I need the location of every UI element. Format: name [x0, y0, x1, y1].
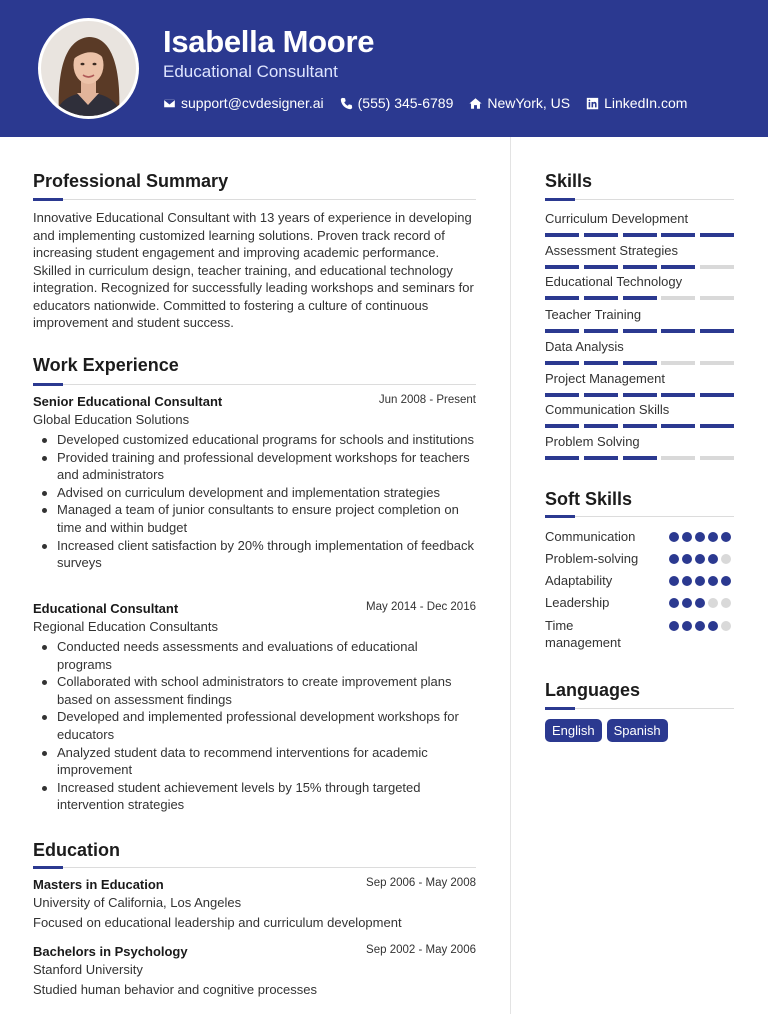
- skill-label: Project Management: [545, 371, 665, 386]
- school-name: Stanford University: [33, 962, 143, 977]
- languages-rule-accent: [545, 707, 575, 710]
- rating-dot: [721, 576, 731, 586]
- skill-level-segment: [623, 265, 657, 269]
- education-dates: Sep 2006 - May 2008: [366, 877, 476, 889]
- rating-dot: [708, 621, 718, 631]
- soft-skill-rating: [669, 576, 734, 586]
- skill-level-bar: [545, 265, 734, 269]
- skill-item: [545, 434, 734, 460]
- skill-level-segment: [661, 424, 695, 428]
- skills-rule-accent: [545, 198, 575, 201]
- rating-dot: [682, 598, 692, 608]
- phone-icon: [340, 97, 353, 110]
- rating-dot: [695, 532, 705, 542]
- education-description: Focused on educational leadership and curriculum development: [33, 915, 402, 930]
- job-entry-1: [33, 394, 476, 572]
- portrait-image: [41, 21, 136, 116]
- skill-level-bar: [545, 456, 734, 460]
- skills-heading: Skills: [545, 171, 593, 191]
- skill-label: Teacher Training: [545, 307, 642, 322]
- experience-heading: Work Experience: [33, 355, 179, 375]
- skill-level-segment: [584, 456, 618, 460]
- profile-photo: [38, 18, 139, 119]
- skill-level-segment: [545, 296, 579, 300]
- skill-level-segment: [623, 296, 657, 300]
- rating-dot: [695, 598, 705, 608]
- job-bullet: Increased client satisfaction by 20% through implementation of feedback surveys: [57, 537, 476, 572]
- skill-level-segment: [700, 456, 734, 460]
- job-bullets: [33, 431, 476, 572]
- degree-title: Bachelors in Psychology: [33, 944, 188, 959]
- skill-level-segment: [545, 393, 579, 397]
- skill-level-segment: [661, 456, 695, 460]
- summary-text: Innovative Educational Consultant with 13 years of experience in developing and implementing customized learning solutions. Proven track record of increasing student engagement and improving academic performance. Skilled in curriculum design, teacher training, and educational technology integration. Recognized for successfully leading workshops and seminars for educators nationwide. Committed to fostering a culture of continuous improvement and student success.: [33, 210, 474, 330]
- skill-level-bar: [545, 361, 734, 365]
- skill-level-segment: [584, 361, 618, 365]
- job-bullet: Developed and implemented professional development workshops for educators: [57, 708, 476, 743]
- rating-dot: [708, 598, 718, 608]
- skill-level-segment: [661, 233, 695, 237]
- skill-level-segment: [623, 361, 657, 365]
- contact-phone-text: (555) 345-6789: [357, 95, 454, 111]
- skill-level-segment: [661, 265, 695, 269]
- languages-heading: Languages: [545, 680, 641, 700]
- contact-linkedin[interactable]: [586, 95, 687, 111]
- skill-level-bar: [545, 329, 734, 333]
- education-dates: Sep 2002 - May 2006: [366, 944, 476, 956]
- skill-level-segment: [623, 456, 657, 460]
- job-bullet: Analyzed student data to recommend interventions for academic improvement: [57, 744, 476, 779]
- education-rule: [33, 867, 476, 868]
- skill-label: Assessment Strategies: [545, 243, 678, 258]
- skill-item: [545, 307, 734, 333]
- soft-skill-label: Problem-solving: [545, 551, 639, 566]
- skill-level-segment: [623, 233, 657, 237]
- job-organization: Regional Education Consultants: [33, 619, 219, 634]
- candidate-title: Educational Consultant: [163, 62, 338, 81]
- skill-label: Communication Skills: [545, 402, 670, 417]
- job-entry-2: [33, 601, 476, 814]
- rating-dot: [669, 621, 679, 631]
- skill-level-segment: [545, 424, 579, 428]
- rating-dot: [669, 576, 679, 586]
- job-bullet: Collaborated with school administrators to create improvement plans based on assessment findings: [57, 673, 476, 708]
- soft-skill-label: Leadership: [545, 595, 610, 610]
- rating-dot: [682, 576, 692, 586]
- skill-level-segment: [623, 393, 657, 397]
- skill-level-segment: [584, 265, 618, 269]
- summary-heading: Professional Summary: [33, 171, 229, 191]
- skill-level-segment: [661, 393, 695, 397]
- job-bullet: Advised on curriculum development and implementation strategies: [57, 484, 476, 502]
- skill-item: [545, 211, 734, 237]
- experience-rule-accent: [33, 383, 63, 386]
- education-heading: Education: [33, 840, 121, 860]
- resume-header: [0, 0, 768, 137]
- skill-item: [545, 402, 734, 428]
- skill-level-segment: [700, 233, 734, 237]
- skill-level-segment: [661, 296, 695, 300]
- skill-label: Data Analysis: [545, 339, 624, 354]
- degree-title: Masters in Education: [33, 877, 164, 892]
- skill-level-segment: [545, 265, 579, 269]
- rating-dot: [669, 598, 679, 608]
- skill-label: Educational Technology: [545, 274, 683, 289]
- skill-item: [545, 243, 734, 269]
- skill-item: [545, 274, 734, 300]
- contact-email[interactable]: [163, 95, 324, 111]
- education-description: Studied human behavior and cognitive processes: [33, 982, 318, 997]
- skill-level-segment: [700, 393, 734, 397]
- skill-level-segment: [700, 424, 734, 428]
- skill-level-segment: [584, 233, 618, 237]
- skill-level-segment: [545, 329, 579, 333]
- rating-dot: [695, 554, 705, 564]
- candidate-name: Isabella Moore: [163, 24, 375, 59]
- skill-level-segment: [700, 265, 734, 269]
- skill-level-segment: [545, 361, 579, 365]
- job-bullet: Increased student achievement levels by 15% through targeted intervention strategies: [57, 779, 476, 814]
- rating-dot: [682, 532, 692, 542]
- skill-level-bar: [545, 393, 734, 397]
- skill-level-segment: [545, 456, 579, 460]
- home-icon: [469, 97, 482, 110]
- skill-label: Curriculum Development: [545, 211, 689, 226]
- skill-level-segment: [584, 424, 618, 428]
- skill-level-segment: [623, 329, 657, 333]
- rating-dot: [721, 621, 731, 631]
- rating-dot: [669, 554, 679, 564]
- rating-dot: [708, 576, 718, 586]
- education-rule-accent: [33, 866, 63, 869]
- job-bullet: Managed a team of junior consultants to ensure project completion on time and within budget: [57, 501, 476, 536]
- job-bullet: Conducted needs assessments and evaluations of educational programs: [57, 638, 476, 673]
- rating-dot: [721, 598, 731, 608]
- job-bullet: Developed customized educational programs for schools and institutions: [57, 431, 476, 449]
- skill-level-segment: [584, 296, 618, 300]
- rating-dot: [669, 532, 679, 542]
- job-header: [33, 601, 476, 619]
- experience-rule: [33, 384, 476, 385]
- skill-level-bar: [545, 296, 734, 300]
- education-header: [33, 944, 476, 962]
- contact-phone[interactable]: [340, 95, 454, 111]
- soft-skill-label: Time management: [545, 618, 621, 650]
- job-bullets: [33, 638, 476, 814]
- skill-level-segment: [700, 296, 734, 300]
- skill-level-segment: [700, 329, 734, 333]
- rating-dot: [695, 576, 705, 586]
- summary-rule-accent: [33, 198, 63, 201]
- rating-dot: [682, 554, 692, 564]
- skill-level-bar: [545, 233, 734, 237]
- contact-location[interactable]: [469, 95, 570, 111]
- soft-skill-rating: [669, 598, 734, 608]
- education-entry-1: [33, 877, 476, 930]
- rating-dot: [695, 621, 705, 631]
- column-divider: [510, 137, 511, 1014]
- language-tag-english: English: [545, 719, 602, 742]
- skill-level-bar: [545, 424, 734, 428]
- job-title: Senior Educational Consultant: [33, 394, 223, 409]
- language-tags: [545, 719, 673, 742]
- soft-skills-rule: [545, 516, 734, 517]
- job-header: [33, 394, 476, 412]
- education-header: [33, 877, 476, 895]
- skill-level-segment: [584, 329, 618, 333]
- rating-dot: [721, 532, 731, 542]
- languages-rule: [545, 708, 734, 709]
- linkedin-icon: [586, 97, 599, 110]
- rating-dot: [682, 621, 692, 631]
- soft-skill-rating: [669, 621, 734, 631]
- education-entry-2: [33, 944, 476, 997]
- skills-rule: [545, 199, 734, 200]
- rating-dot: [708, 532, 718, 542]
- skill-label: Problem Solving: [545, 434, 640, 449]
- skill-level-segment: [545, 233, 579, 237]
- skill-level-segment: [584, 393, 618, 397]
- job-dates: Jun 2008 - Present: [378, 394, 476, 406]
- soft-skills-rule-accent: [545, 515, 575, 518]
- summary-rule: [33, 199, 476, 200]
- language-tag-spanish: Spanish: [607, 719, 668, 742]
- soft-skills-heading: Soft Skills: [545, 489, 633, 509]
- skill-level-segment: [661, 361, 695, 365]
- skill-level-segment: [661, 329, 695, 333]
- envelope-icon: [163, 97, 176, 110]
- skill-level-segment: [623, 424, 657, 428]
- rating-dot: [708, 554, 718, 564]
- contact-location-text: NewYork, US: [487, 95, 571, 111]
- soft-skill-label: Communication: [545, 529, 636, 544]
- rating-dot: [721, 554, 731, 564]
- soft-skill-label: Adaptability: [545, 573, 613, 588]
- job-dates: May 2014 - Dec 2016: [366, 601, 476, 613]
- contact-email-text: support@cvdesigner.ai: [181, 95, 324, 111]
- job-bullet: Provided training and professional development workshops for teachers and administrators: [57, 449, 476, 484]
- contact-bar: [163, 94, 703, 112]
- skill-level-segment: [700, 361, 734, 365]
- soft-skill-rating: [669, 532, 734, 542]
- job-organization: Global Education Solutions: [33, 412, 190, 427]
- school-name: University of California, Los Angeles: [33, 895, 242, 910]
- skill-item: [545, 371, 734, 397]
- job-title: Educational Consultant: [33, 601, 179, 616]
- contact-linkedin-text: LinkedIn.com: [604, 95, 688, 111]
- soft-skill-rating: [669, 554, 734, 564]
- skill-item: [545, 339, 734, 365]
